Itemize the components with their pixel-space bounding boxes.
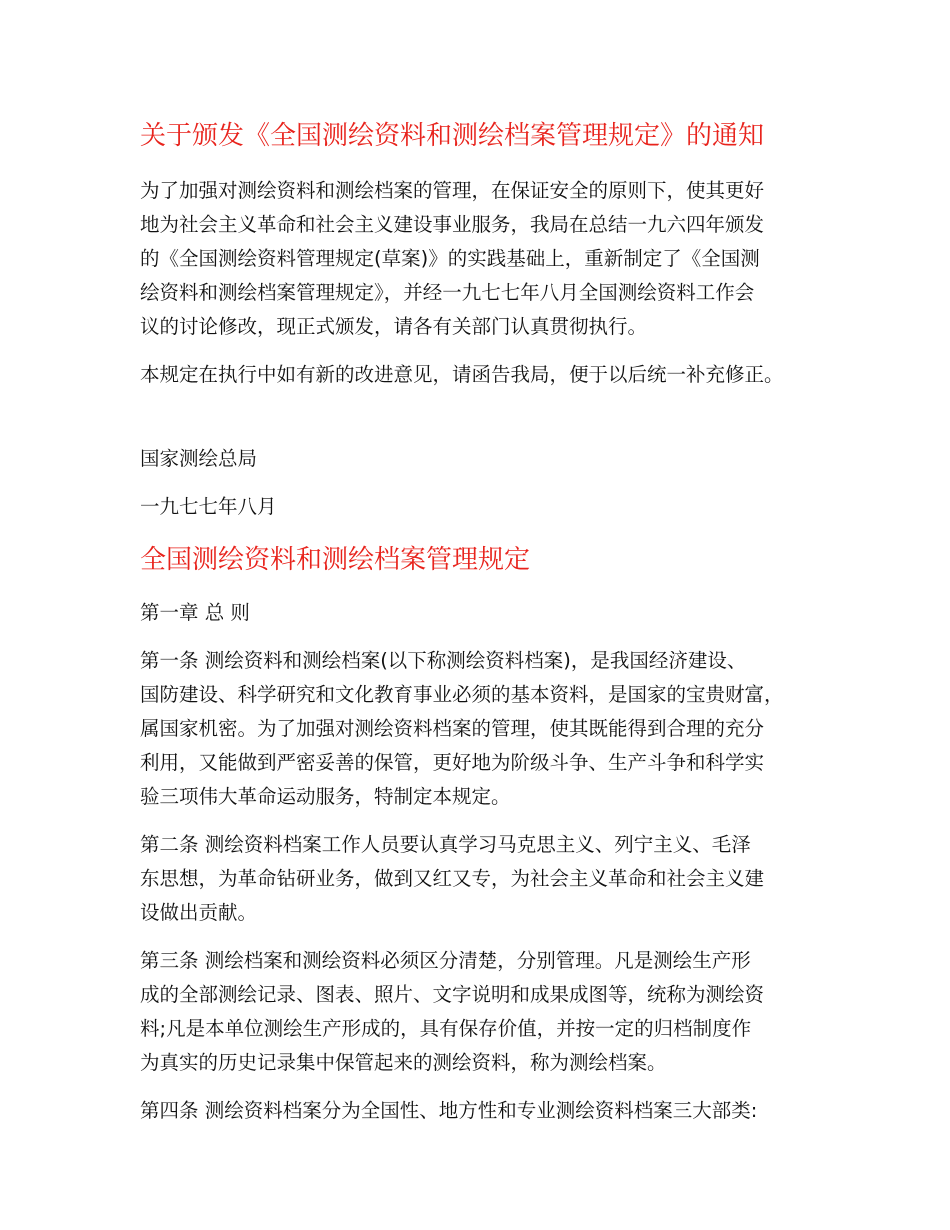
document-page <box>140 118 830 1128</box>
chapter-heading: 第一章 总 则 <box>140 601 250 624</box>
text-line: 为真实的历史记录集中保管起来的测绘资料，称为测绘档案。 <box>140 1051 667 1074</box>
text-line: 设做出贡献。 <box>140 901 258 924</box>
text-line: 绘资料和测绘档案管理规定》，并经一九七七年八月全国测绘资料工作会 <box>140 281 755 304</box>
notice-paragraph-2: 本规定在执行中如有新的改进意见，请函告我局，便于以后统一补充修正。 <box>140 363 784 386</box>
text-line: 第一条 测绘资料和测绘档案(以下称测绘资料档案)，是我国经济建设、 <box>140 649 747 672</box>
text-line: 为了加强对测绘资料和测绘档案的管理，在保证安全的原则下，使其更好 <box>140 179 765 202</box>
text-line: 属国家机密。为了加强对测绘资料档案的管理，使其既能得到合理的充分 <box>140 717 765 740</box>
text-line: 国防建设、科学研究和文化教育事业必须的基本资料，是国家的宝贵财富， <box>140 683 784 706</box>
article-3 <box>140 944 830 1080</box>
text-line: 东思想，为革命钻研业务，做到又红又专，为社会主义革命和社会主义建 <box>140 867 765 890</box>
text-line: 议的讨论修改，现正式颁发，请各有关部门认真贯彻执行。 <box>140 315 648 338</box>
text-line: 利用，又能做到严密妥善的保管，更好地为阶级斗争、生产斗争和科学实 <box>140 751 765 774</box>
text-line: 第四条 测绘资料档案分为全国性、地方性和专业测绘资料档案三大部类: <box>140 1099 758 1122</box>
regulation-title: 全国测绘资料和测绘档案管理规定 <box>140 545 531 575</box>
text-line: 的《全国测绘资料管理规定(草案)》的实践基础上，重新制定了《全国测 <box>140 247 760 270</box>
text-line: 成的全部测绘记录、图表、照片、文字说明和成果成图等，统称为测绘资 <box>140 983 765 1006</box>
article-4 <box>140 1094 830 1128</box>
text-line: 第二条 测绘资料档案工作人员要认真学习马克思主义、列宁主义、毛泽 <box>140 833 751 856</box>
notice-title: 关于颁发《全国测绘资料和测绘档案管理规定》的通知 <box>140 121 765 151</box>
article-2 <box>140 828 830 930</box>
issuer: 国家测绘总局 <box>140 447 258 470</box>
text-line: 料;凡是本单位测绘生产形成的，具有保存价值，并按一定的归档制度作 <box>140 1017 752 1040</box>
notice-paragraph-1 <box>140 174 830 344</box>
text-line: 验三项伟大革命运动服务，特制定本规定。 <box>140 785 511 808</box>
article-1 <box>140 644 830 814</box>
text-line: 第三条 测绘档案和测绘资料必须区分清楚，分别管理。凡是测绘生产形 <box>140 949 751 972</box>
issue-date: 一九七七年八月 <box>140 495 277 518</box>
text-line: 地为社会主义革命和社会主义建设事业服务，我局在总结一九六四年颁发 <box>140 213 765 236</box>
